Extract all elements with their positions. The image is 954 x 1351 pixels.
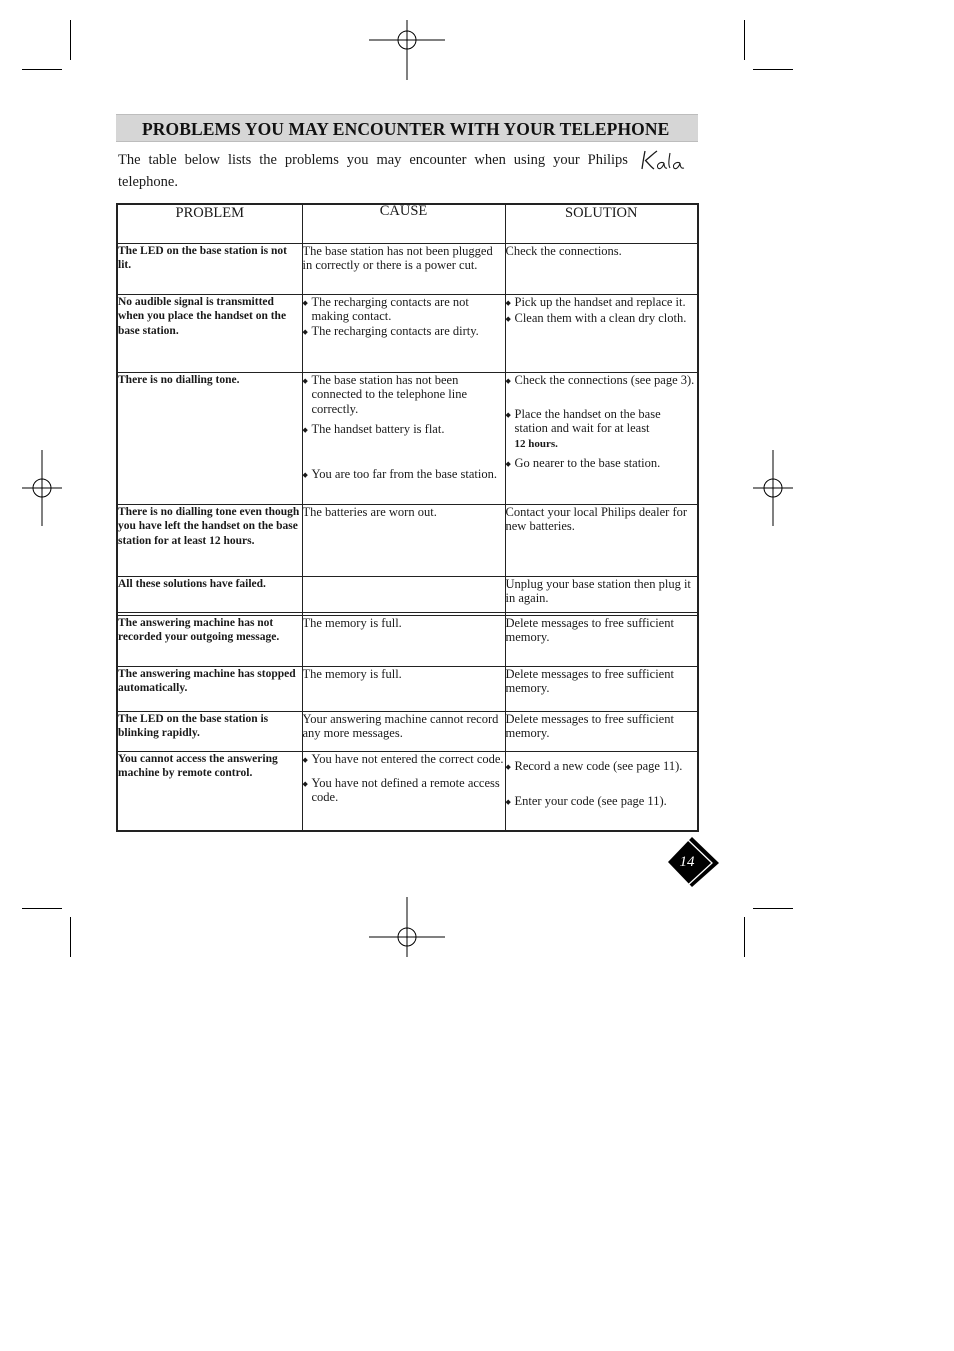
- page-title: PROBLEMS YOU MAY ENCOUNTER WITH YOUR TELEPHONE: [142, 119, 670, 139]
- crop-mark: [744, 917, 745, 957]
- table-row: [117, 711, 698, 751]
- cause-cell: The memory is full.: [302, 666, 505, 711]
- table-row: [117, 615, 698, 666]
- column-header-solution: SOLUTION: [505, 204, 698, 243]
- list-item: ◆ Place the handset on the base station and wait for at least 12 hours.: [505, 406, 661, 450]
- crop-mark: [70, 20, 71, 60]
- heading-bar: [116, 114, 698, 142]
- intro-word: problems: [284, 152, 339, 168]
- solution-cell: Delete messages to free sufficient memory.: [505, 711, 698, 751]
- intro-word: table: [148, 152, 177, 168]
- intro-word: you: [346, 152, 369, 168]
- list-item: ◆ You are too far from the base station.: [302, 467, 497, 481]
- column-header-cause: CAUSE: [302, 204, 505, 243]
- solution-cell: Delete messages to free sufficient memory.: [505, 615, 698, 666]
- crop-mark: [22, 69, 62, 70]
- cause-cell: The memory is full.: [302, 615, 505, 666]
- list-item: ◆ The recharging contacts are not making contact.: [302, 294, 469, 323]
- solution-cell: Delete messages to free sufficient memory.: [505, 666, 698, 711]
- crop-mark: [70, 917, 71, 957]
- bold-duration: 12 hours.: [514, 437, 558, 450]
- diamond-bullet-icon: ◆: [505, 797, 511, 806]
- solution-cell: Contact your local Philips dealer for new batteries.: [505, 504, 698, 576]
- intro-paragraph: [118, 148, 694, 192]
- problem-cell: There is no dialling tone even though you have left the handset on the base station for at least 12 hours.: [117, 504, 302, 576]
- table-row: [117, 751, 698, 831]
- intro-word: may: [376, 152, 402, 168]
- list-item: ◆ Pick up the handset and replace it.: [505, 294, 686, 309]
- list-item: ◆ You have not defined a remote access code.: [302, 775, 500, 804]
- diamond-bullet-icon: ◆: [505, 762, 511, 771]
- problem-cell: The answering machine has not recorded your outgoing message.: [117, 615, 302, 666]
- kala-logo-icon: [636, 148, 694, 172]
- table-row: [117, 243, 698, 294]
- cause-cell: [302, 372, 505, 504]
- column-header-problem: PROBLEM: [117, 204, 302, 243]
- problem-cell: There is no dialling tone.: [117, 372, 302, 504]
- list-item: ◆ The handset battery is flat.: [302, 422, 445, 436]
- diamond-bullet-icon: ◆: [302, 376, 308, 385]
- problem-cell: The answering machine has stopped automatically.: [117, 666, 302, 711]
- diamond-bullet-icon: ◆: [505, 410, 511, 419]
- cause-cell: The base station has not been plugged in correctly or there is a power cut.: [302, 243, 505, 294]
- list-item: ◆ Clean them with a clean dry cloth.: [505, 310, 687, 325]
- intro-line-1: [118, 148, 694, 172]
- cause-cell: [302, 294, 505, 372]
- table-row: [117, 294, 698, 372]
- diamond-bullet-icon: ◆: [302, 471, 308, 479]
- solution-cell: [505, 751, 698, 831]
- intro-word: encounter: [409, 152, 467, 168]
- problem-cell: The LED on the base station is blinking rapidly.: [117, 711, 302, 751]
- diamond-bullet-icon: ◆: [302, 327, 308, 336]
- cause-cell: [302, 576, 505, 612]
- diamond-bullet-icon: ◆: [302, 298, 308, 307]
- registration-mark-icon: [2, 448, 82, 528]
- problem-cell: All these solutions have failed.: [117, 576, 302, 612]
- solution-cell: [505, 372, 698, 504]
- problem-cell: No audible signal is transmitted when you place the handset on the base station.: [117, 294, 302, 372]
- diamond-bullet-icon: ◆: [505, 376, 511, 385]
- registration-mark-icon: [367, 0, 447, 80]
- solution-cell: Unplug your base station then plug it in again.: [505, 576, 698, 612]
- table-row: [117, 576, 698, 612]
- diamond-bullet-icon: ◆: [302, 779, 308, 788]
- problem-cell: You cannot access the answering machine by remote control.: [117, 751, 302, 831]
- list-item: ◆ Enter your code (see page 11).: [505, 793, 667, 808]
- troubleshooting-table: [116, 203, 699, 832]
- problem-cell: The LED on the base station is not lit.: [117, 243, 302, 294]
- page-number-badge: [668, 836, 720, 888]
- table-row: [117, 504, 698, 576]
- intro-word: your: [553, 152, 580, 168]
- cause-cell: The batteries are worn out.: [302, 504, 505, 576]
- intro-word: The: [118, 152, 141, 168]
- intro-word: Philips: [587, 152, 628, 168]
- list-item: ◆ Record a new code (see page 11).: [505, 758, 683, 773]
- crop-mark: [753, 908, 793, 909]
- registration-mark-icon: [733, 448, 813, 528]
- table-row: [117, 372, 698, 504]
- table-header-row: [117, 204, 698, 243]
- table-row: [117, 666, 698, 711]
- diamond-bullet-icon: ◆: [302, 426, 308, 434]
- diamond-bullet-icon: ◆: [505, 460, 511, 468]
- cause-cell: [302, 751, 505, 831]
- intro-word: lists: [227, 152, 252, 168]
- intro-word: when: [474, 152, 506, 168]
- crop-mark: [744, 20, 745, 60]
- intro-line-2: telephone.: [118, 174, 178, 190]
- intro-word: using: [513, 152, 546, 168]
- list-item: ◆ The base station has not been connected to the telephone line correctly.: [302, 372, 467, 416]
- intro-word: below: [184, 152, 221, 168]
- cause-cell: Your answering machine cannot record any more messages.: [302, 711, 505, 751]
- list-item: ◆ You have not entered the correct code.: [302, 751, 504, 766]
- list-item: ◆ Check the connections (see page 3).: [505, 372, 695, 387]
- solution-cell: Check the connections.: [505, 243, 698, 294]
- crop-mark: [753, 69, 793, 70]
- intro-word: the: [259, 152, 277, 168]
- registration-mark-icon: [367, 897, 447, 977]
- diamond-bullet-icon: ◆: [505, 314, 511, 323]
- diamond-bullet-icon: ◆: [302, 755, 308, 764]
- list-item: ◆ The recharging contacts are dirty.: [302, 323, 479, 338]
- list-item: ◆ Go nearer to the base station.: [505, 456, 661, 470]
- logo-text: Kala: [635, 148, 638, 149]
- diamond-bullet-icon: ◆: [505, 298, 511, 307]
- page-number: 14: [679, 854, 695, 870]
- crop-mark: [22, 908, 62, 909]
- solution-cell: [505, 294, 698, 372]
